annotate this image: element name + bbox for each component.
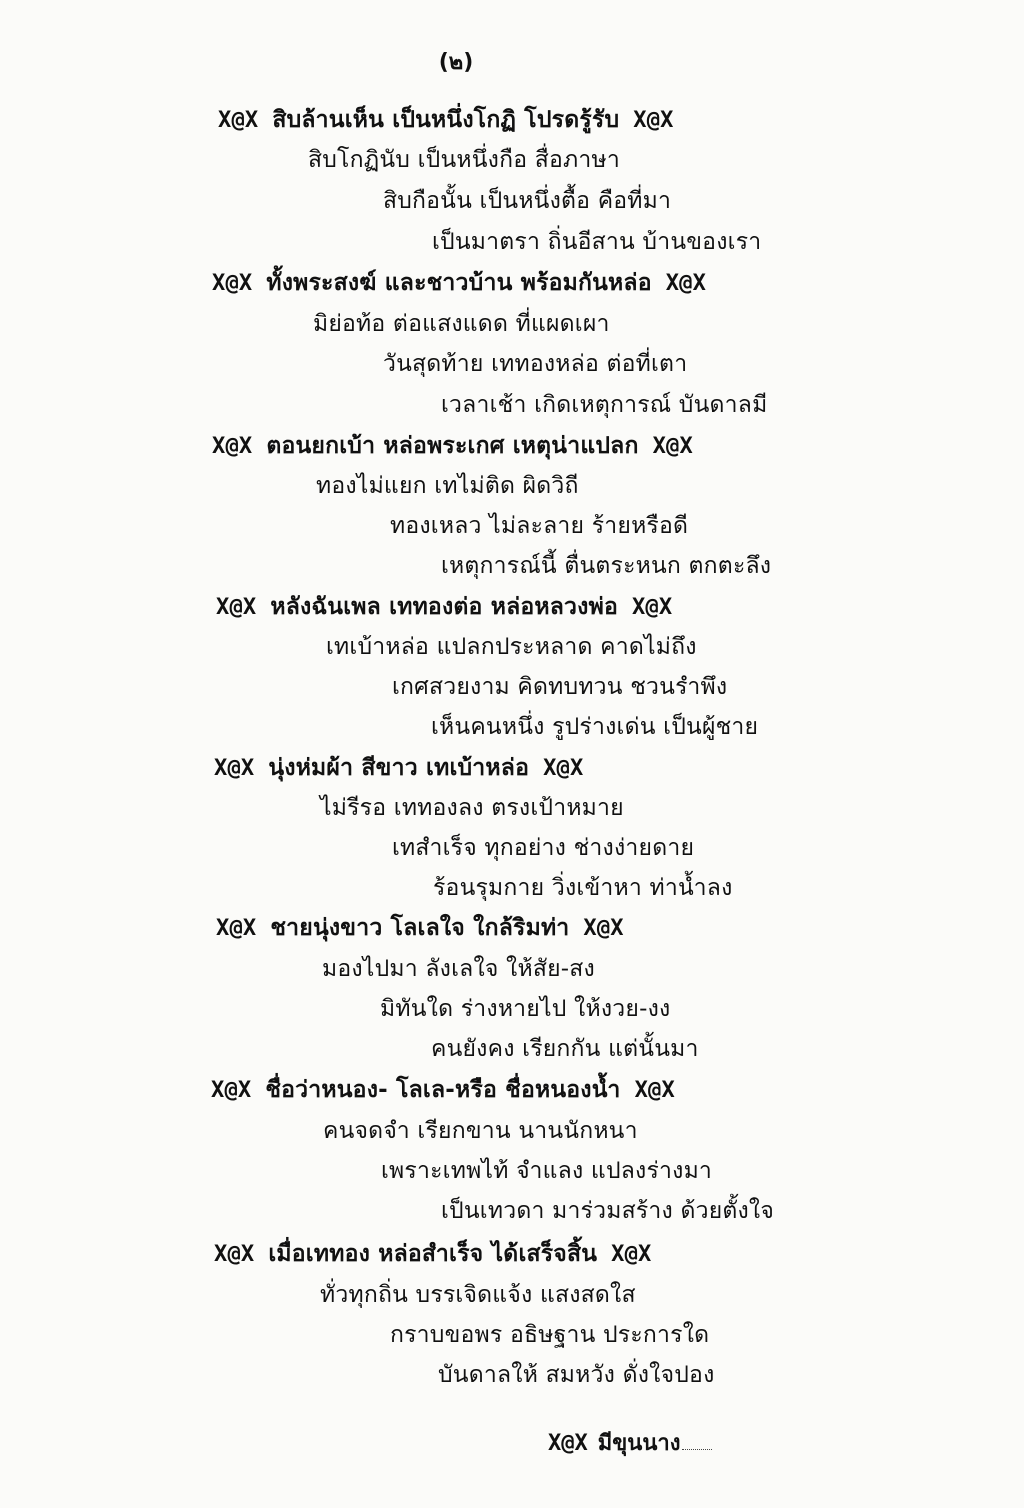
signature: [548, 1425, 712, 1460]
stanza-heading: [216, 914, 624, 943]
stanza-mark-start: X@X: [214, 1242, 255, 1267]
stanza-mark-start: X@X: [216, 595, 257, 620]
verse-line: เวลาเช้า เกิดเหตุการณ์ บันดาลมี: [441, 392, 768, 418]
verse-line: เหตุการณ์นี้ ตื่นตระหนก ตกตะลึง: [441, 553, 772, 579]
stanza-heading: [214, 754, 583, 783]
stanza-heading-text: ตอนยกเบ้า หล่อพระเกศ เหตุน่าแปลก: [266, 433, 639, 459]
verse-line: คนจดจำ เรียกขาน นานนักหนา: [323, 1118, 638, 1144]
verse-line: วันสุดท้าย เททองหล่อ ต่อที่เตา: [383, 351, 688, 377]
stanza-heading: [218, 106, 674, 135]
verse-line: เป็นเทวดา มาร่วมสร้าง ด้วยตั้งใจ: [441, 1198, 775, 1224]
stanza-heading: [214, 1240, 651, 1269]
verse-line: ทองเหลว ไม่ละลาย ร้ายหรือดี: [390, 513, 689, 539]
stanza-heading: [212, 269, 706, 298]
verse-line: ทองไม่แยก เทไม่ติด ผิดวิถี: [316, 473, 579, 499]
verse-line: มิทันใด ร่างหายไป ให้งวย-งง: [380, 996, 671, 1022]
stanza-heading-text: ทั้งพระสงฆ์ และชาวบ้าน พร้อมกันหล่อ: [266, 270, 652, 296]
stanza-heading-text: เมื่อเททอง หล่อสำเร็จ ได้เสร็จสิ้น: [268, 1241, 598, 1267]
stanza-mark-end: X@X: [583, 916, 624, 941]
stanza-heading: [211, 1076, 675, 1105]
stanza-mark-end: X@X: [611, 1242, 652, 1267]
stanza-heading-text: ชายนุ่งขาว โลเลใจ ใกล้ริมท่า: [270, 915, 570, 941]
verse-line: ร้อนรุมกาย วิ่งเข้าหา ท่าน้ำลง: [433, 875, 733, 901]
verse-line: เทเบ้าหล่อ แปลกประหลาด คาดไม่ถึง: [326, 634, 697, 660]
verse-line: เทสำเร็จ ทุกอย่าง ช่างง่ายดาย: [392, 835, 695, 861]
stanza-heading-text: ชื่อว่าหนอง- โลเล-หรือ ชื่อหนองน้ำ: [265, 1077, 621, 1103]
stanza-mark-end: X@X: [634, 1078, 675, 1103]
stanza-heading-text: สิบล้านเห็น เป็นหนึ่งโกฏิ โปรดรู้รับ: [272, 107, 620, 133]
stanza-heading: [212, 432, 693, 461]
verse-line: บันดาลให้ สมหวัง ดั่งใจปอง: [438, 1362, 715, 1388]
signature-dots: [682, 1449, 712, 1450]
verse-line: กราบขอพร อธิษฐาน ประการใด: [390, 1322, 710, 1348]
stanza-mark-start: X@X: [214, 756, 255, 781]
stanza-mark-end: X@X: [652, 434, 693, 459]
verse-line: เกศสวยงาม คิดทบทวน ชวนรำพึง: [392, 674, 728, 700]
verse-line: คนยังคง เรียกกัน แต่นั้นมา: [431, 1036, 699, 1062]
stanza-mark-start: X@X: [211, 1078, 252, 1103]
stanza-heading-text: หลังฉันเพล เททองต่อ หล่อหลวงพ่อ: [270, 594, 618, 620]
stanza-mark-end: X@X: [631, 595, 673, 620]
verse-line: มิย่อท้อ ต่อแสงแดด ที่แผดเผา: [313, 311, 610, 337]
signature-name: มีขุนนาง: [597, 1431, 681, 1456]
verse-line: สิบกือนั้น เป็นหนึ่งตื้อ คือที่มา: [383, 188, 672, 214]
stanza-mark-start: X@X: [216, 916, 257, 941]
verse-line: เห็นคนหนึ่ง รูปร่างเด่น เป็นผู้ชาย: [431, 714, 759, 740]
verse-line: ไม่รีรอ เททองลง ตรงเป้าหมาย: [320, 795, 624, 821]
page-number: (๒): [438, 50, 474, 75]
stanza-heading: [216, 593, 672, 622]
stanza-mark-end: X@X: [543, 756, 584, 781]
verse-line: เพราะเทพไท้ จำแลง แปลงร่างมา: [381, 1158, 713, 1184]
verse-line: สิบโกฏินับ เป็นหนึ่งกือ สื่อภาษา: [308, 147, 620, 173]
stanza-heading-text: นุ่งห่มผ้า สีขาว เทเบ้าหล่อ: [268, 755, 530, 781]
signature-mark: X@X: [548, 1431, 588, 1456]
stanza-mark-end: X@X: [633, 108, 674, 133]
stanza-mark-end: X@X: [665, 271, 707, 296]
stanza-mark-start: X@X: [212, 271, 253, 296]
verse-line: มองไปมา ลังเลใจ ให้สัย-สง: [322, 956, 595, 982]
verse-line: เป็นมาตรา ถิ่นอีสาน บ้านของเรา: [432, 229, 762, 255]
verse-line: ทั่วทุกถิ่น บรรเจิดแจ้ง แสงสดใส: [320, 1282, 636, 1308]
stanza-mark-start: X@X: [212, 434, 253, 459]
stanza-mark-start: X@X: [218, 108, 259, 133]
